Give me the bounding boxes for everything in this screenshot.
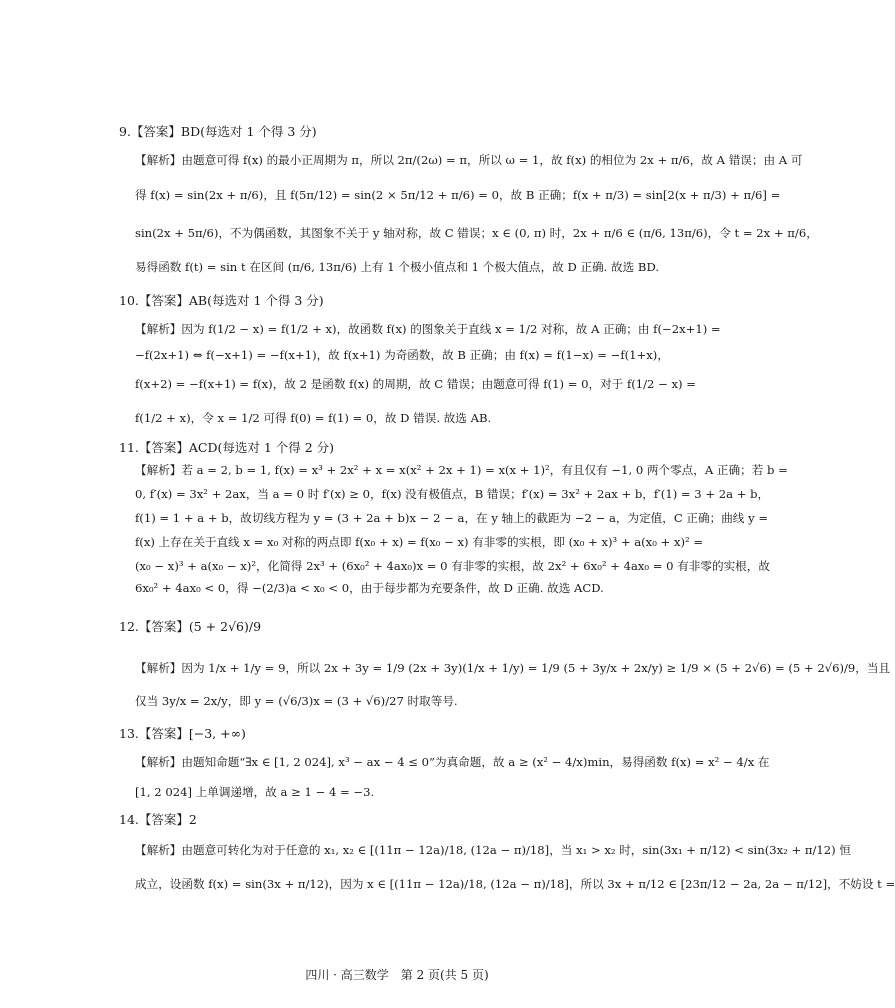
q11-answer: 11.【答案】ACD(每选对 1 个得 2 分) [119,440,335,455]
q9-line-2: 得 f(x) = sin(2x + π/6)，且 f(5π/12) = sin(2 × 5π/12 + π/6) = 0，故 B 正确；f(x + π/3) = sin[2(x + π/3) + π/6] = [135,188,781,202]
q11-line-6: 6x₀² + 4ax₀ < 0，得 −(2/3)a < x₀ < 0，由于每步都为充要条件，故 D 正确. 故选 ACD. [135,581,604,595]
q11-line-3: f(1) = 1 + a + b，故切线方程为 y = (3 + 2a + b)x − 2 − a，在 y 轴上的截距为 −2 − a，为定值，C 正确；曲线 y = [135,511,769,525]
page-footer: 四川 · 高三数学 第 2 页(共 5 页) [305,968,489,982]
q12-line-1: 【解析】因为 1/x + 1/y = 9，所以 2x + 3y = 1/9 (2x + 3y)(1/x + 1/y) = 1/9 (5 + 3y/x + 2x/y) ≥ 1/9 × (5 + 2√6) = (5 + 2√6)/9，当且 [135,661,891,675]
q11-line-5: (x₀ − x)³ + a(x₀ − x)²，化简得 2x³ + (6x₀² + 4ax₀)x = 0 有非零的实根，故 2x² + 6x₀² + 4ax₀ = 0 有非零的实根，故 [135,559,770,573]
q9-line-3: sin(2x + 5π/6)，不为偶函数，其图象不关于 y 轴对称，故 C 错误；x ∈ (0, π) 时，2x + π/6 ∈ (π/6, 13π/6)，令 t = 2x + π/6， [135,226,818,240]
q13-line-2: [1, 2 024] 上单调递增，故 a ≥ 1 − 4 = −3. [135,785,375,799]
q11-line-2: 0, f′(x) = 3x² + 2ax，当 a = 0 时 f′(x) ≥ 0，f(x) 没有极值点，B 错误；f′(x) = 3x² + 2ax + b，f′(1) = 3 + 2a + b， [135,487,770,501]
q10-line-2: −f(2x+1) ⇔ f(−x+1) = −f(x+1)，故 f(x+1) 为奇函数，故 B 正确；由 f(x) = f(1−x) = −f(1+x)， [135,348,669,362]
q9-answer: 9.【答案】BD(每选对 1 个得 3 分) [119,124,317,139]
q11-line-1: 【解析】若 a = 2, b = 1, f(x) = x³ + 2x² + x = x(x² + 2x + 1) = x(x + 1)²，有且仅有 −1, 0 两个零点，A 正确；若 b = [135,463,788,477]
q10-line-3: f(x+2) = −f(x+1) = f(x)，故 2 是函数 f(x) 的周期，故 C 错误；由题意可得 f(1) = 0，对于 f(1/2 − x) = [135,377,696,391]
q11-line-4: f(x) 上存在关于直线 x = x₀ 对称的两点即 f(x₀ + x) = f(x₀ − x) 有非零的实根，即 (x₀ + x)³ + a(x₀ + x)² = [135,535,704,549]
q10-line-4: f(1/2 + x)，令 x = 1/2 可得 f(0) = f(1) = 0，故 D 错误. 故选 AB. [135,411,492,425]
q14-line-1: 【解析】由题意可转化为对于任意的 x₁, x₂ ∈ [(11π − 12a)/18, (12a − π)/18]，当 x₁ > x₂ 时，sin(3x₁ + π/12) < sin(3x₂ + π/12) 恒 [135,843,851,857]
q10-line-1: 【解析】因为 f(1/2 − x) = f(1/2 + x)，故函数 f(x) 的图象关于直线 x = 1/2 对称，故 A 正确；由 f(−2x+1) = [135,322,721,336]
q13-answer: 13.【答案】[−3, +∞) [119,726,246,741]
q12-line-2: 仅当 3y/x = 2x/y，即 y = (√6/3)x = (3 + √6)/27 时取等号. [135,694,458,708]
q9-line-1: 【解析】由题意可得 f(x) 的最小正周期为 π，所以 2π/(2ω) = π，所以 ω = 1，故 f(x) 的相位为 2x + π/6，故 A 错误；由 A 可 [135,153,803,167]
q12-answer: 12.【答案】(5 + 2√6)/9 [119,619,262,634]
q13-line-1: 【解析】由题知命题“∃x ∈ [1, 2 024], x³ − ax − 4 ≤ 0”为真命题，故 a ≥ (x² − 4/x)min，易得函数 f(x) = x² − 4/x 在 [135,755,770,769]
q9-line-4: 易得函数 f(t) = sin t 在区间 (π/6, 13π/6) 上有 1 个极小值点和 1 个极大值点，故 D 正确. 故选 BD. [135,260,660,274]
q14-answer: 14.【答案】2 [119,812,197,827]
q14-line-2: 成立，设函数 f(x) = sin(3x + π/12)，因为 x ∈ [(11π − 12a)/18, (12a − π)/18]，所以 3x + π/12 ∈ [23π/12 − 2a, 2a − π/12]，不妨设 t = [135,877,895,891]
q10-answer: 10.【答案】AB(每选对 1 个得 3 分) [119,293,324,308]
